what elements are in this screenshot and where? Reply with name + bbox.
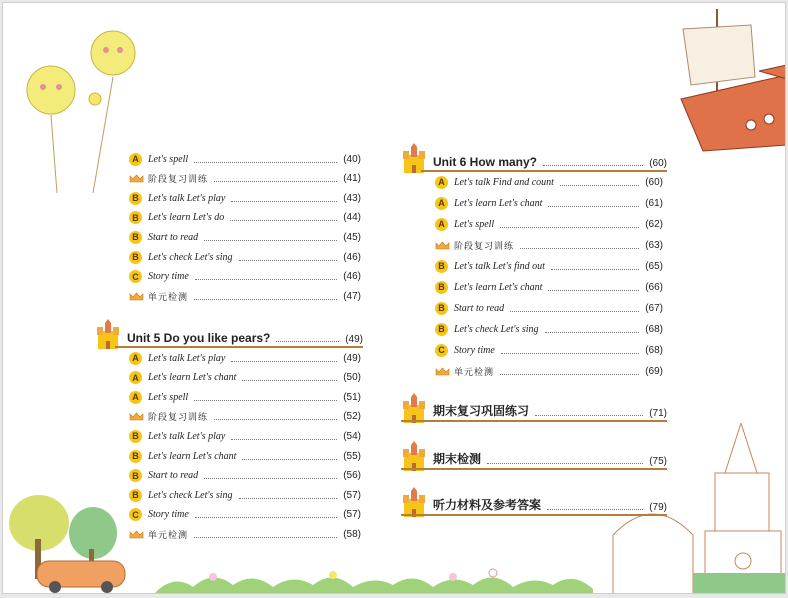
entry-title: Let's talk Let's play [148,192,226,204]
toc-entry[interactable] [435,341,663,359]
part-badge: B [129,211,142,224]
entry-page: (45) [343,231,361,243]
toc-entry[interactable] [435,320,663,338]
leader-dots [194,162,337,163]
entry-title: 单元检测 [148,292,189,303]
entry-page: (56) [343,470,361,482]
end-section-heading[interactable] [401,489,667,513]
crown-icon [129,412,144,421]
toc-entry[interactable] [129,268,361,286]
leader-dots [276,341,339,342]
toc-entry[interactable] [129,408,361,426]
ship-illustration [663,7,786,167]
contents-page [2,2,786,594]
section-underline [401,420,667,422]
entry-page: (46) [343,251,361,263]
leader-dots [231,439,337,440]
leader-dots [543,165,643,166]
leader-dots [548,206,639,207]
entry-page: (57) [343,489,361,501]
entry-title: 单元检测 [454,367,495,378]
balloons-illustration [21,15,151,195]
entry-page: (62) [645,218,663,230]
toc-entry[interactable] [129,447,361,465]
entry-title: 阶段复习训练 [454,241,515,252]
part-badge: B [129,450,142,463]
leader-dots [545,332,640,333]
toc-entry[interactable] [129,486,361,504]
leader-dots [214,419,337,420]
toc-entry[interactable] [129,349,361,367]
entry-title: Let's check Let's sing [454,323,539,335]
crown-icon [129,292,144,301]
leader-dots [230,220,337,221]
entry-title: Let's learn Let's chant [148,372,237,384]
entry-page: (54) [343,430,361,442]
entry-title: Let's spell [454,218,495,230]
entry-title: Let's check Let's sing [148,251,233,263]
entry-title: Let's spell [148,391,189,403]
part-badge: B [435,302,448,315]
castle-icon [401,441,427,471]
leader-dots [510,311,639,312]
entry-page: (40) [343,153,361,165]
entry-title: Let's talk Let's play [148,430,226,442]
entry-page: (58) [343,528,361,540]
section-page: (79) [649,502,667,513]
unit5-title: Unit 5 Do you like pears? [127,331,271,345]
leader-dots [500,374,639,375]
unit6-heading[interactable] [401,145,667,169]
section-page: (71) [649,408,667,419]
entry-title: Story time [454,344,495,356]
leader-dots [500,227,639,228]
unit5-heading[interactable] [95,321,363,345]
toc-entry[interactable] [129,427,361,445]
crown-icon [129,174,144,183]
toc-entry[interactable] [129,506,361,524]
toc-entry[interactable] [129,467,361,485]
part-badge: C [435,344,448,357]
toc-entry[interactable] [129,189,361,207]
toc-entry[interactable] [129,525,361,543]
entry-title: Start to read [148,470,199,482]
toc-entry[interactable] [129,228,361,246]
part-badge: B [129,469,142,482]
toc-entry[interactable] [435,278,663,296]
unit5-page: (49) [345,334,363,345]
entry-title: Let's learn Let's do [148,212,225,224]
section-underline [401,514,667,516]
leader-dots [548,290,639,291]
toc-entry[interactable] [129,248,361,266]
part-badge: A [435,218,448,231]
leader-dots [520,248,639,249]
crown-icon [435,241,450,250]
section-page: (75) [649,456,667,467]
entry-title: 阶段复习训练 [148,413,209,424]
part-badge: B [435,260,448,273]
leader-dots [231,201,337,202]
leader-dots [195,517,337,518]
entry-page: (49) [343,352,361,364]
part-badge: A [435,197,448,210]
section-title: 期末检测 [433,452,482,466]
toc-entry[interactable] [129,150,361,168]
leader-dots [547,509,643,510]
part-badge: B [129,251,142,264]
leader-dots [487,463,643,464]
leader-dots [214,181,337,182]
toc-entry[interactable] [129,170,361,188]
leader-dots [501,353,639,354]
part-badge: C [129,270,142,283]
entry-page: (50) [343,372,361,384]
entry-page: (65) [645,260,663,272]
part-badge: A [129,352,142,365]
entry-page: (68) [645,323,663,335]
leader-dots [242,380,337,381]
grass-flowers-illustration [153,563,593,594]
entry-title: Let's talk Let's find out [454,260,545,272]
castle-icon [401,143,427,173]
entry-title: Story time [148,271,189,283]
unit5-underline [115,346,363,348]
unit6-underline [421,170,667,172]
entry-page: (63) [645,239,663,251]
toc-entry[interactable] [129,388,361,406]
entry-page: (47) [343,290,361,302]
part-badge: B [129,489,142,502]
leader-dots [239,260,338,261]
toc-entry[interactable] [435,173,663,191]
part-badge: B [129,231,142,244]
crown-icon [129,530,144,539]
entry-page: (55) [343,450,361,462]
entry-title: Let's talk Let's play [148,352,226,364]
leader-dots [204,478,337,479]
part-badge: A [129,371,142,384]
toc-entry[interactable] [129,369,361,387]
entry-title: Let's spell [148,153,189,165]
part-badge: B [435,323,448,336]
entry-title: Let's check Let's sing [148,489,233,501]
leader-dots [195,279,337,280]
leader-dots [194,400,337,401]
entry-title: 阶段复习训练 [148,175,209,186]
entry-title: Let's learn Let's chant [454,281,543,293]
castle-icon [95,319,121,349]
entry-page: (57) [343,509,361,521]
leader-dots [194,537,337,538]
entry-page: (46) [343,271,361,283]
leader-dots [551,269,639,270]
end-section-heading[interactable] [401,443,667,467]
part-badge: A [129,391,142,404]
entry-title: Let's learn Let's chant [148,450,237,462]
leader-dots [204,240,337,241]
toc-entry[interactable] [435,215,663,233]
entry-title: Let's learn Let's chant [454,197,543,209]
crown-icon [435,367,450,376]
toc-entry[interactable] [435,236,663,254]
leader-dots [239,498,338,499]
entry-page: (41) [343,173,361,185]
leader-dots [535,415,643,416]
leader-dots [560,185,639,186]
entry-page: (67) [645,302,663,314]
part-badge: A [435,176,448,189]
entry-page: (68) [645,344,663,356]
leader-dots [194,299,337,300]
end-section-heading[interactable] [401,395,667,419]
unit6-page: (60) [649,158,667,169]
toc-entry[interactable] [129,209,361,227]
section-underline [401,468,667,470]
entry-title: 单元检测 [148,530,189,541]
toc-entry[interactable] [129,287,361,305]
leader-dots [242,459,337,460]
entry-title: Story time [148,509,189,521]
section-title: 听力材料及参考答案 [433,498,542,512]
part-badge: C [129,508,142,521]
entry-page: (61) [645,197,663,209]
section-title: 期末复习巩固练习 [433,404,530,418]
part-badge: B [129,430,142,443]
entry-page: (60) [645,176,663,188]
toc-entry[interactable] [435,257,663,275]
entry-page: (69) [645,365,663,377]
castle-icon [401,393,427,423]
unit6-title: Unit 6 How many? [433,155,538,169]
entry-page: (43) [343,192,361,204]
entry-page: (51) [343,391,361,403]
entry-title: Let's talk Find and count [454,176,554,188]
entry-page: (52) [343,411,361,423]
castle-icon [401,487,427,517]
toc-entry[interactable] [435,299,663,317]
entry-page: (66) [645,281,663,293]
entry-page: (44) [343,212,361,224]
toc-entry[interactable] [435,194,663,212]
entry-title: Start to read [148,231,199,243]
toc-entry[interactable] [435,362,663,380]
part-badge: B [129,192,142,205]
part-badge: B [435,281,448,294]
leader-dots [231,361,337,362]
entry-title: Start to read [454,302,505,314]
part-badge: A [129,153,142,166]
